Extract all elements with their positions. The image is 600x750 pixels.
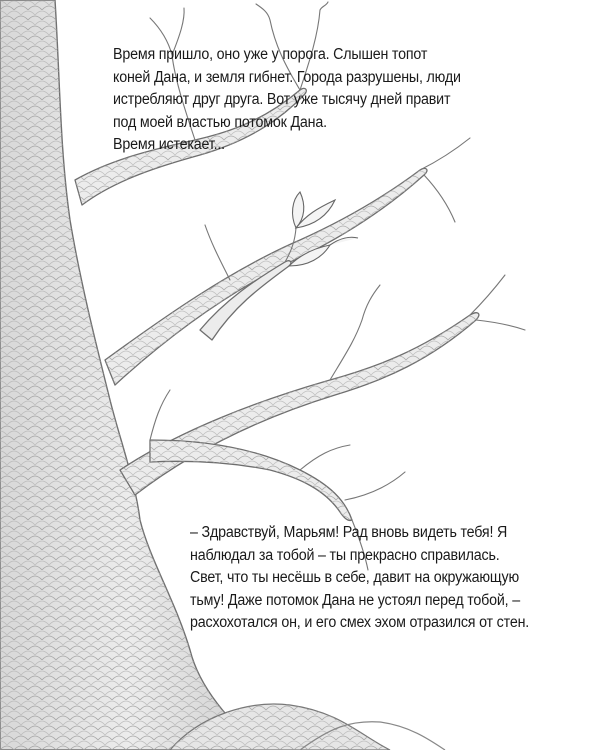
- passage-top-line: коней Дана, и земля гибнет. Города разрушены, люди: [113, 68, 461, 86]
- passage-top-line: Время пришло, оно уже у порога. Слышен топот: [113, 46, 428, 63]
- passage-top-line: под моей властью потомок Дана.: [113, 113, 327, 131]
- passage-bottom-line: Свет, что ты несёшь в себе, давит на окружающую: [190, 569, 520, 586]
- passage-bottom-line: наблюдал за тобой – ты прекрасно справилась.: [190, 546, 500, 564]
- passage-top: [113, 44, 461, 157]
- passage-bottom-line: расхохотался он, и его смех эхом отразился от стен.: [190, 614, 530, 631]
- passage-top-line: Время истекает...: [113, 136, 225, 153]
- passage-bottom-line: – Здравствуй, Марьям! Рад вновь видеть тебя! Я: [190, 524, 508, 541]
- passage-bottom-line: тьму! Даже потомок Дана не устоял перед тобой, –: [190, 591, 520, 609]
- passage-top-line: истребляют друг друга. Вот уже тысячу дней правит: [113, 91, 451, 108]
- passage-bottom: [190, 522, 529, 635]
